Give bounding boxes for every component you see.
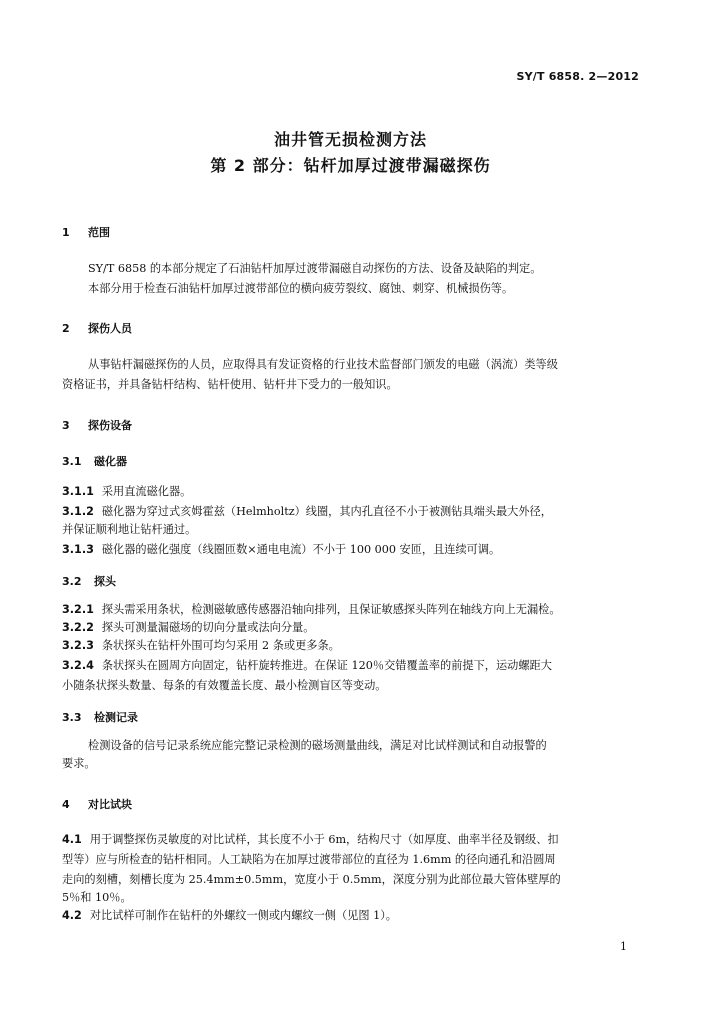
clause-3-1-1 <box>62 483 640 501</box>
clause-number: 3.2.2 <box>62 621 94 634</box>
clause-3-1-3 <box>62 541 640 559</box>
clause-3-2-4-line2: 小随条状探头数量、每条的有效覆盖长度、最小检测盲区等变动。 <box>62 679 387 692</box>
clause-text: 磁化器为穿过式亥姆霍兹（Helmholtz）线圈，其内孔直径不小于被测钻具端头最大外径， <box>101 505 552 518</box>
clause-text: 条状探头在圆周方向固定，钻杆旋转推进。在保证 120％交错覆盖率的前提下，运动螺距大 <box>101 659 552 672</box>
clause-4-1-line2: 型等）应与所检查的钻杆相同。人工缺陷为在加厚过渡带部位的直径为 1.6mm 的径向通孔和沿圆周 <box>62 853 556 866</box>
section-3-heading <box>62 417 132 433</box>
clause-text: 磁化器的磁化强度（线圈匝数×通电电流）不小于 100 000 安匝，且连续可调。 <box>101 543 501 556</box>
clause-3-2-1 <box>62 601 640 619</box>
subsection-title: 检测记录 <box>94 711 138 724</box>
clause-4-1-line4: 5％和 10％。 <box>62 891 132 904</box>
standard-code: SY/T 6858. 2—2012 <box>516 70 639 83</box>
subsection-number: 3.3 <box>62 711 82 724</box>
subsection-3-2-heading <box>62 573 116 589</box>
subsection-3-3-paragraph-line1: 检测设备的信号记录系统应能完整记录检测的磁场测量曲线，满足对比试样测试和自动报警的 <box>88 739 547 752</box>
clause-number: 3.2.1 <box>62 603 94 616</box>
clause-number: 4.1 <box>62 833 82 846</box>
clause-text: 条状探头在钻杆外围可均匀采用 2 条或更多条。 <box>101 639 340 652</box>
clause-3-2-3 <box>62 637 640 655</box>
section-4-heading <box>62 796 132 812</box>
subsection-3-1-heading <box>62 453 127 469</box>
clause-4-1-line3: 走向的刻槽，刻槽长度为 25.4mm±0.5mm，宽度小于 0.5mm，深度分别为此部位最大管体壁厚的 <box>62 873 561 886</box>
clause-text: 探头需采用条状，检测磁敏感传感器沿轴向排列，且保证敏感探头阵列在轴线方向上无漏检。 <box>101 603 561 616</box>
subsection-3-3-paragraph-line2: 要求。 <box>62 757 96 770</box>
document-title-line2: 第 2 部分：钻杆加厚过渡带漏磁探伤 <box>210 156 491 175</box>
clause-text: 探头可测量漏磁场的切向分量或法向分量。 <box>101 621 315 634</box>
subsection-title: 探头 <box>94 575 116 588</box>
subsection-number: 3.1 <box>62 455 82 468</box>
clause-number: 3.2.3 <box>62 639 94 652</box>
clause-4-1-line1 <box>62 831 640 849</box>
section-1-heading <box>62 224 110 240</box>
section-number: 1 <box>62 226 70 239</box>
page-number: 1 <box>620 940 627 953</box>
section-number: 3 <box>62 419 70 432</box>
clause-number: 3.2.4 <box>62 659 94 672</box>
section-number: 4 <box>62 798 70 811</box>
clause-text: 用于调整探伤灵敏度的对比试样，其长度不小于 6m，结构尺寸（如厚度、曲率半径及钢级、扣 <box>89 833 559 846</box>
clause-4-2 <box>62 907 640 925</box>
subsection-3-3-heading <box>62 709 138 725</box>
section-1-paragraph-2: 本部分用于检查石油钻杆加厚过渡带部位的横向疲劳裂纹、腐蚀、刺穿、机械损伤等。 <box>88 282 514 295</box>
clause-3-1-2-line2: 并保证顺利地让钻杆通过。 <box>62 523 197 536</box>
document-title-line1: 油井管无损检测方法 <box>273 130 427 149</box>
section-title: 范围 <box>88 226 110 239</box>
section-1-paragraph-1: SY/T 6858 的本部分规定了石油钻杆加厚过渡带漏磁自动探伤的方法、设备及缺陷的判定。 <box>88 262 542 275</box>
section-2-paragraph-line2: 资格证书，并具备钻杆结构、钻杆使用、钻杆井下受力的一般知识。 <box>62 378 398 391</box>
section-2-paragraph-line1: 从事钻杆漏磁探伤的人员，应取得具有发证资格的行业技术监督部门颁发的电磁（涡流）类等级 <box>88 358 558 371</box>
clause-number: 3.1.3 <box>62 543 94 556</box>
clause-text: 对比试样可制作在钻杆的外螺纹一侧或内螺纹一侧（见图 1）。 <box>89 909 397 922</box>
clause-text: 采用直流磁化器。 <box>101 485 192 498</box>
section-2-heading <box>62 320 132 336</box>
subsection-number: 3.2 <box>62 575 82 588</box>
clause-3-2-4-line1 <box>62 657 640 675</box>
subsection-title: 磁化器 <box>94 455 127 468</box>
section-title: 探伤设备 <box>88 419 132 432</box>
section-title: 探伤人员 <box>88 322 132 335</box>
clause-number: 3.1.2 <box>62 505 94 518</box>
clause-3-1-2-line1 <box>62 503 640 521</box>
clause-3-2-2 <box>62 619 640 637</box>
section-title: 对比试块 <box>88 798 132 811</box>
section-number: 2 <box>62 322 70 335</box>
clause-number: 3.1.1 <box>62 485 94 498</box>
clause-number: 4.2 <box>62 909 82 922</box>
